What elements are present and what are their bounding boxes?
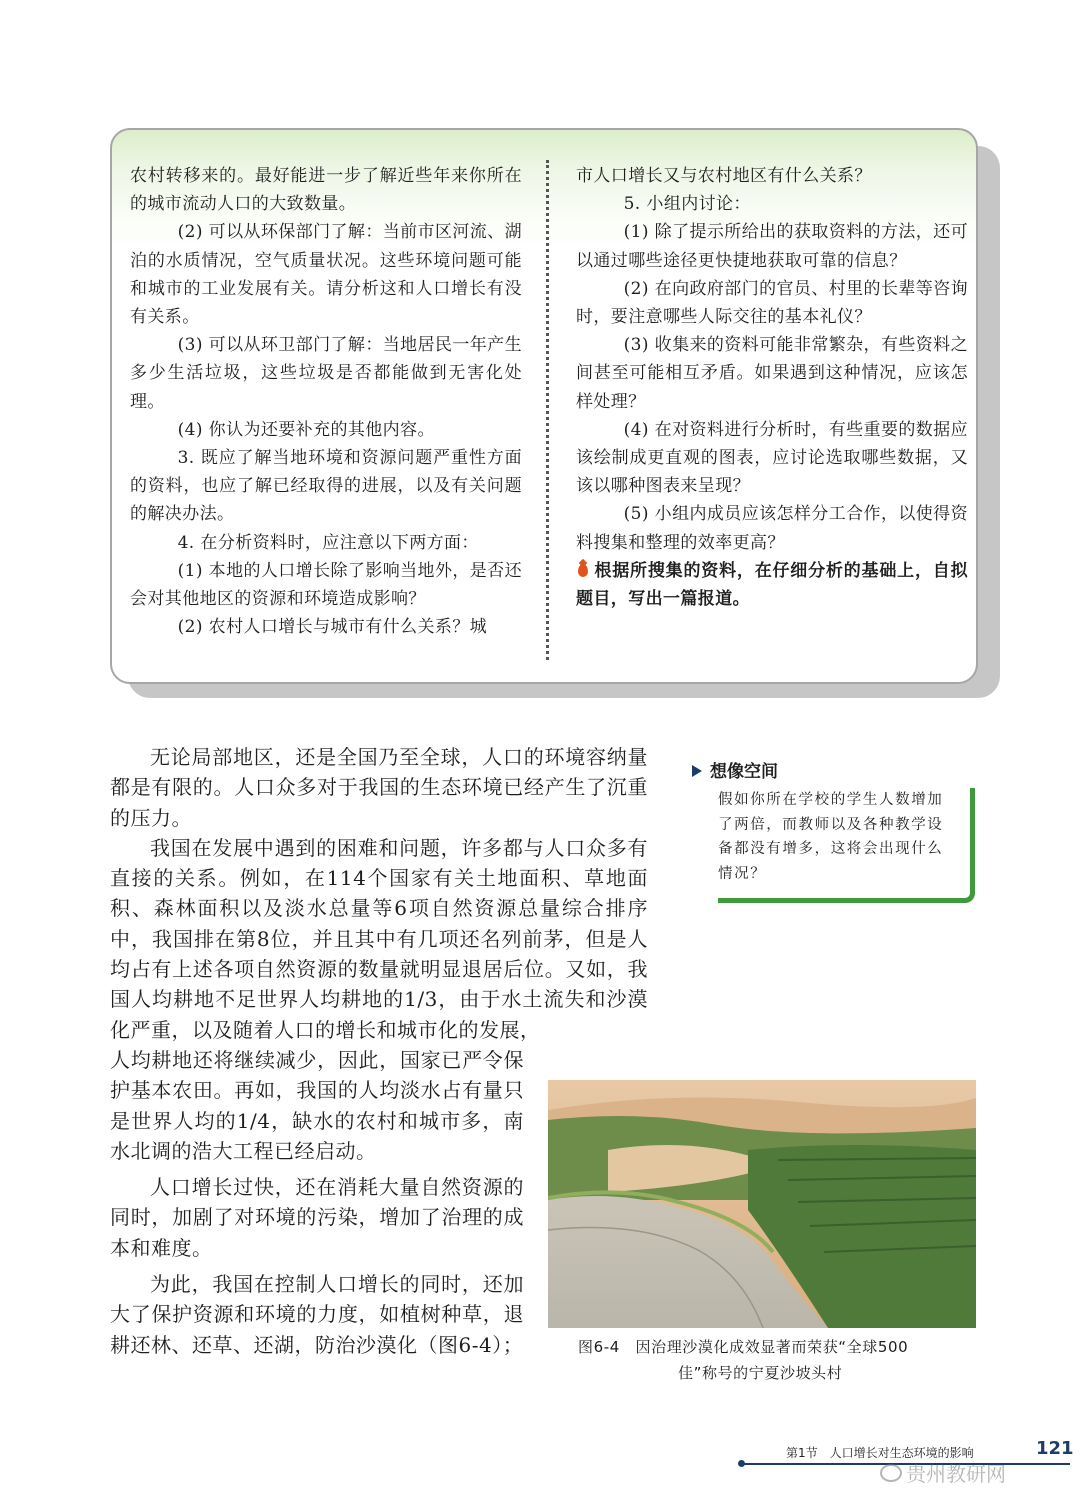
drop-icon [578,564,588,577]
caption-line-1: 图6-4 因治理沙漠化成效显著而荣获“全球500 [578,1338,909,1356]
right-paragraph: (2) 在向政府部门的官员、村里的长辈等咨询时，要注意哪些人际交往的基本礼仪？ [576,278,968,328]
right-paragraph: (4) 在对资料进行分析时，有些重要的数据应该绘制成更直观的图表，应讨论选取哪些数据，又该以哪种图表来呈现？ [576,419,968,497]
footer-section-title: 第1节 人口增长对生态环境的影响 [786,1446,974,1460]
left-paragraph: (1) 本地的人口增长除了影响当地外，是否还会对其他地区的资源和环境造成影响？ [130,560,522,610]
figure-6-4-photo [548,1080,976,1328]
activity-box [110,128,978,684]
watermark [880,1458,1006,1487]
paragraph-3: 人口增长过快，还在消耗大量自然资源的同时，加剧了对环境的污染，增加了治理的成本和难度。 [110,1175,524,1260]
right-paragraph: (3) 收集来的资料可能非常繁杂，有些资料之间甚至可能相互矛盾。如果遇到这种情况，应该怎样处理？ [576,335,968,412]
task-text: 根据所搜集的资料，在仔细分析的基础上，自拟题目，写出一篇报道。 [576,560,968,610]
activity-right-column [576,162,968,613]
caption-line-2: 佳”称号的宁夏沙坡头村 [678,1364,843,1382]
narrow-text-block [110,1045,524,1360]
desert-river-landscape [548,1080,976,1328]
sidebar-heading [690,760,980,784]
paragraph-4: 为此，我国在控制人口增长的同时，还加大了保护资源和环境的力度，如植树种草，退耕还林、还草、还湖，防治沙漠化（图6-4）； [110,1272,524,1357]
triangle-arrow-icon [692,765,702,777]
column-divider [546,160,549,660]
sidebar-title: 想像空间 [710,762,778,782]
right-paragraph: 5. 小组内讨论： [623,194,751,215]
right-paragraph: (5) 小组内成员应该怎样分工合作，以使得资料搜集和整理的效率更高？ [576,504,968,553]
watermark-text: 贵州教研网 [906,1462,1006,1486]
right-paragraph: 市人口增长又与农村地区有什么关系？ [576,166,872,186]
left-paragraph: (3) 可以从环卫部门了解：当地居民一年产生多少生活垃圾，这些垃圾是否都能做到无害化处理。 [130,335,522,412]
figure-caption [578,1334,978,1386]
left-paragraph: 农村转移来的。最好能进一步了解近些年来你所在的城市流动人口的大致数量。 [130,166,522,215]
paragraph-2: 我国在发展中遇到的困难和问题，许多都与人口众多有直接的关系。例如，在114个国家有关土地面积、草地面积、森林面积以及淡水总量等6项自然资源总量综合排序中，我国排在第8位，并且其中有几项还名列前茅，但是人均占有上述各项自然资源的数量就明显退居后位。又如，我国人均耕地不足世界人均耕地的1/3，由于水土流失和沙漠化严重，以及随着人口的增长和城市化的发展， [110,835,648,1042]
page-number: 121 [1036,1438,1074,1459]
paragraph-1: 无论局部地区，还是全国乃至全球，人口的环境容纳量都是有限的。人口众多对于我国的生态环境已经产生了沉重的压力。 [110,745,648,830]
left-paragraph: (2) 可以从环保部门了解：当前市区河流、湖泊的水质情况，空气质量状况。这些环境问题可能和城市的工业发展有关。请分析这和人口增长有没有关系。 [130,222,522,328]
activity-left-column [130,162,522,641]
left-paragraph: (2) 农村人口增长与城市有什么关系？城 [177,617,488,638]
paragraph-2-continued: 人均耕地还将继续减少，因此，国家已严令保护基本农田。再如，我国的人均淡水占有量只是世界人均的1/4，缺水的农村和城市多，南水北调的浩大工程已经启动。 [110,1047,524,1163]
sidebar-body: 假如你所在学校的学生人数增加了两倍，而教师以及各种教学设备都没有增多，这将会出现什么情况？ [718,788,975,903]
left-paragraph: 4. 在分析资料时，应注意以下两方面： [177,532,479,553]
task-instruction [576,557,968,613]
left-paragraph: 3. 既应了解当地环境和资源问题严重性方面的资料，也应了解已经取得的进展，以及有关问题的解决办法。 [130,448,522,525]
left-paragraph: (4) 你认为还要补充的其他内容。 [177,419,435,440]
wechat-icon [880,1464,902,1482]
right-paragraph: (1) 除了提示所给出的获取资料的方法，还可以通过哪些途径更快捷地获取可靠的信息？ [576,222,968,271]
imagination-sidebar [690,760,980,903]
